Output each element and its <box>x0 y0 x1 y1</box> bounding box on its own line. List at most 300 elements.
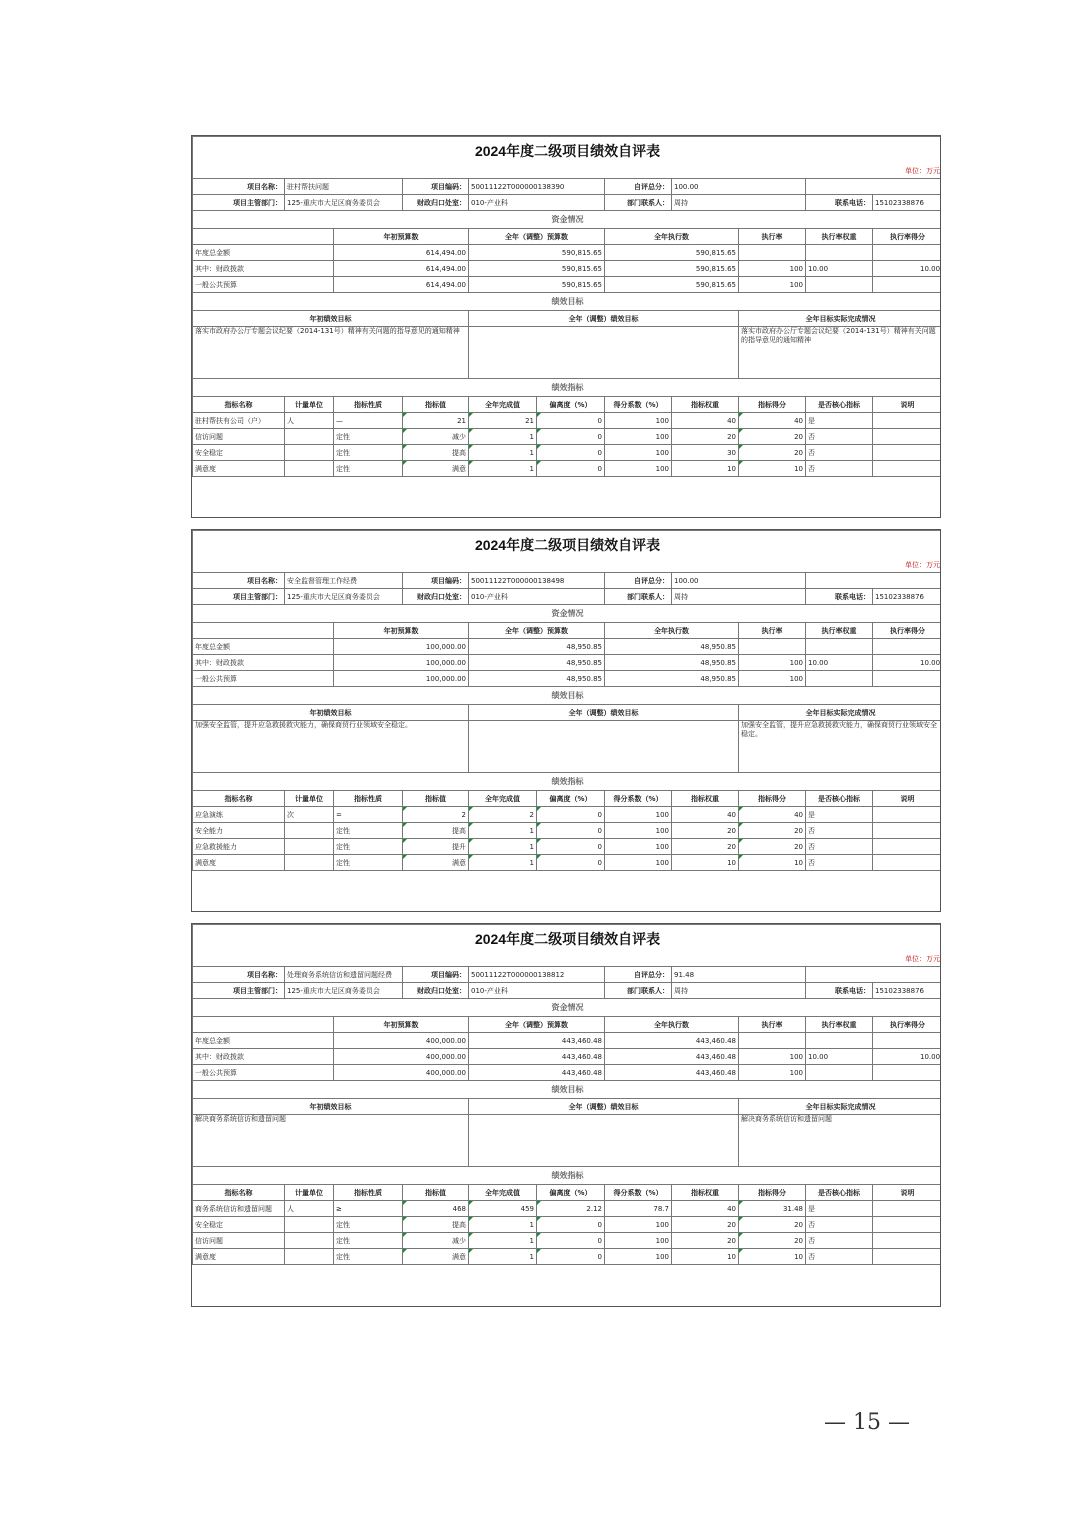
indicator-core: 否 <box>806 1217 873 1233</box>
empty-cell <box>806 573 942 589</box>
indicator-done: 1 <box>469 1217 537 1233</box>
contact-label: 部门联系人： <box>605 195 672 211</box>
fund-row-label: 其中：财政拨款 <box>193 655 334 671</box>
fund-row <box>193 639 942 655</box>
indicator-name: 应急演练 <box>193 807 285 823</box>
indicator-core: 否 <box>806 1249 873 1265</box>
fund-row <box>193 1065 942 1081</box>
fund-weight: 10.00 <box>806 1049 873 1065</box>
indicator-header: 计量单位 <box>285 397 334 413</box>
indicator-header: 指标得分 <box>739 1185 806 1201</box>
indicator-score: 20 <box>739 1217 806 1233</box>
fund-row <box>193 1033 942 1049</box>
indicator-header: 指标名称 <box>193 1185 285 1201</box>
fund-header-rate: 执行率 <box>739 623 806 639</box>
fund-header-executed: 全年执行数 <box>605 229 739 245</box>
fund-header-initial: 年初预算数 <box>334 623 469 639</box>
indicator-done: 1 <box>469 839 537 855</box>
fund-adjusted: 443,460.48 <box>469 1065 605 1081</box>
indicator-unit <box>285 461 334 477</box>
goal-adjusted-text <box>469 721 739 773</box>
indicator-header: 指标性质 <box>334 1185 403 1201</box>
fund-adjusted: 48,950.85 <box>469 671 605 687</box>
indicator-nature: 定性 <box>334 1217 403 1233</box>
indicator-value: 提升 <box>403 839 469 855</box>
indicator-unit <box>285 429 334 445</box>
indicator-nature: ≥ <box>334 1201 403 1217</box>
indicator-row <box>193 429 942 445</box>
indicator-deviation: 0 <box>537 807 605 823</box>
indicator-header: 指标性质 <box>334 397 403 413</box>
indicator-score: 20 <box>739 1233 806 1249</box>
fund-header-executed: 全年执行数 <box>605 1017 739 1033</box>
indicator-nature: 定性 <box>334 855 403 871</box>
indicator-header: 说明 <box>873 791 942 807</box>
phone-value: 15102338876 <box>873 589 942 605</box>
fund-initial: 614,494.00 <box>334 261 469 277</box>
evaluation-table-3 <box>191 923 941 1307</box>
goal-initial-text: 解决商务系统信访和遗留问题 <box>193 1115 469 1167</box>
indicator-name: 安全能力 <box>193 823 285 839</box>
indicator-deviation: 0 <box>537 1217 605 1233</box>
indicator-core: 是 <box>806 413 873 429</box>
indicator-unit <box>285 839 334 855</box>
contact-value: 周持 <box>672 589 806 605</box>
indicator-header: 全年完成值 <box>469 791 537 807</box>
fund-rate: 100 <box>739 1065 806 1081</box>
empty-cell <box>806 179 942 195</box>
indicator-note <box>873 1249 942 1265</box>
indicator-name: 满意度 <box>193 855 285 871</box>
indicator-core: 否 <box>806 855 873 871</box>
indicator-header: 得分系数（%） <box>605 1185 672 1201</box>
indicator-value: 减少 <box>403 429 469 445</box>
fund-header-adjusted: 全年（调整）预算数 <box>469 229 605 245</box>
fund-row <box>193 655 942 671</box>
fund-rate: 100 <box>739 1049 806 1065</box>
fund-row <box>193 245 942 261</box>
indicator-header: 指标性质 <box>334 791 403 807</box>
indicator-header: 全年完成值 <box>469 1185 537 1201</box>
indicator-note <box>873 1217 942 1233</box>
contact-label: 部门联系人： <box>605 589 672 605</box>
indicator-score: 20 <box>739 823 806 839</box>
indicator-deviation: 0 <box>537 445 605 461</box>
indicator-note <box>873 413 942 429</box>
fund-adjusted: 590,815.65 <box>469 277 605 293</box>
indicator-core: 否 <box>806 445 873 461</box>
indicator-done: 1 <box>469 823 537 839</box>
fund-row <box>193 671 942 687</box>
fund-header-rate: 执行率 <box>739 229 806 245</box>
indicator-coefficient: 100 <box>605 461 672 477</box>
fund-section-title: 资金情况 <box>193 211 942 229</box>
indicator-deviation: 0 <box>537 461 605 477</box>
indicator-core: 是 <box>806 807 873 823</box>
indicator-header: 计量单位 <box>285 1185 334 1201</box>
fund-score <box>873 1033 942 1049</box>
fund-rate <box>739 1033 806 1049</box>
indicator-deviation: 0 <box>537 1233 605 1249</box>
indicator-done: 1 <box>469 461 537 477</box>
score-label: 自评总分： <box>605 573 672 589</box>
indicator-deviation: 0 <box>537 823 605 839</box>
table-title: 2024年度二级项目绩效自评表 <box>193 925 942 953</box>
fund-row-label: 一般公共预算 <box>193 277 334 293</box>
goal-header-actual: 全年目标实际完成情况 <box>739 1099 942 1115</box>
fund-rate <box>739 639 806 655</box>
indicator-note <box>873 461 942 477</box>
finance-value: 010-产业科 <box>469 983 605 999</box>
evaluation-table-2 <box>191 529 941 912</box>
project-name-label: 项目名称： <box>193 573 285 589</box>
fund-score <box>873 671 942 687</box>
fund-weight <box>806 277 873 293</box>
indicator-row <box>193 807 942 823</box>
indicator-core: 否 <box>806 839 873 855</box>
indicator-header: 偏离度（%） <box>537 397 605 413</box>
indicator-nature: 定性 <box>334 823 403 839</box>
indicator-coefficient: 100 <box>605 839 672 855</box>
goal-header-initial: 年初绩效目标 <box>193 311 469 327</box>
indicator-weight: 40 <box>672 1201 739 1217</box>
fund-header-adjusted: 全年（调整）预算数 <box>469 1017 605 1033</box>
indicator-weight: 40 <box>672 807 739 823</box>
indicator-weight: 10 <box>672 855 739 871</box>
fund-row-label: 年度总金额 <box>193 245 334 261</box>
fund-executed: 443,460.48 <box>605 1065 739 1081</box>
fund-executed: 590,815.65 <box>605 261 739 277</box>
finance-label: 财政归口处室： <box>403 195 469 211</box>
indicator-section-title: 绩效指标 <box>193 1167 942 1185</box>
page-number: — 15 — <box>824 1410 910 1435</box>
indicator-name: 安全稳定 <box>193 1217 285 1233</box>
evaluation-table-1 <box>191 135 941 518</box>
unit-label: 单位：万元 <box>193 165 942 179</box>
goal-actual-text: 落实市政府办公厅专题会议纪要（2014-131号）精神有关问题的指导意见的通知精神 <box>739 327 942 379</box>
indicator-value: 减少 <box>403 1233 469 1249</box>
fund-rate <box>739 245 806 261</box>
indicator-header: 指标得分 <box>739 791 806 807</box>
unit-label: 单位：万元 <box>193 559 942 573</box>
indicator-coefficient: 100 <box>605 823 672 839</box>
indicator-value: 满意 <box>403 855 469 871</box>
indicator-coefficient: 100 <box>605 855 672 871</box>
indicator-value: 21 <box>403 413 469 429</box>
indicator-coefficient: 100 <box>605 445 672 461</box>
contact-value: 周持 <box>672 195 806 211</box>
indicator-row <box>193 445 942 461</box>
indicator-done: 21 <box>469 413 537 429</box>
indicator-header: 指标值 <box>403 791 469 807</box>
indicator-note <box>873 839 942 855</box>
fund-header-score: 执行率得分 <box>873 1017 942 1033</box>
indicator-header: 得分系数（%） <box>605 397 672 413</box>
finance-value: 010-产业科 <box>469 589 605 605</box>
indicator-deviation: 0 <box>537 855 605 871</box>
fund-row-label: 一般公共预算 <box>193 1065 334 1081</box>
indicator-unit: 人 <box>285 413 334 429</box>
indicator-value: 提高 <box>403 1217 469 1233</box>
fund-rate: 100 <box>739 261 806 277</box>
indicator-deviation: 2.12 <box>537 1201 605 1217</box>
score-label: 自评总分： <box>605 179 672 195</box>
indicator-score: 20 <box>739 839 806 855</box>
indicator-name: 驻村帮扶有公司（户） <box>193 413 285 429</box>
indicator-score: 10 <box>739 461 806 477</box>
indicator-name: 信访问题 <box>193 1233 285 1249</box>
indicator-header: 指标值 <box>403 397 469 413</box>
fund-score <box>873 1065 942 1081</box>
fund-header-score: 执行率得分 <box>873 229 942 245</box>
indicator-weight: 20 <box>672 429 739 445</box>
fund-adjusted: 48,950.85 <box>469 639 605 655</box>
indicator-done: 1 <box>469 1233 537 1249</box>
indicator-nature: 定性 <box>334 1233 403 1249</box>
phone-value: 15102338876 <box>873 195 942 211</box>
indicator-header: 指标名称 <box>193 791 285 807</box>
indicator-name: 满意度 <box>193 1249 285 1265</box>
indicator-weight: 40 <box>672 413 739 429</box>
fund-initial: 614,494.00 <box>334 245 469 261</box>
indicator-name: 商务系统信访和遗留问题 <box>193 1201 285 1217</box>
fund-score <box>873 277 942 293</box>
goal-section-title: 绩效目标 <box>193 687 942 705</box>
indicator-weight: 20 <box>672 1233 739 1249</box>
indicator-done: 2 <box>469 807 537 823</box>
fund-score: 10.00 <box>873 655 942 671</box>
project-code-value: 50011122T000000138812 <box>469 967 605 983</box>
indicator-coefficient: 100 <box>605 807 672 823</box>
indicator-core: 否 <box>806 461 873 477</box>
fund-weight <box>806 245 873 261</box>
indicator-core: 否 <box>806 1233 873 1249</box>
goal-header-actual: 全年目标实际完成情况 <box>739 705 942 721</box>
score-value: 91.48 <box>672 967 806 983</box>
fund-score <box>873 639 942 655</box>
indicator-value: 提高 <box>403 445 469 461</box>
indicator-weight: 20 <box>672 823 739 839</box>
indicator-score: 20 <box>739 445 806 461</box>
indicator-score: 10 <box>739 1249 806 1265</box>
fund-row-label: 一般公共预算 <box>193 671 334 687</box>
indicator-weight: 10 <box>672 1249 739 1265</box>
indicator-weight: 30 <box>672 445 739 461</box>
table-title: 2024年度二级项目绩效自评表 <box>193 531 942 559</box>
contact-label: 部门联系人： <box>605 983 672 999</box>
fund-weight: 10.00 <box>806 261 873 277</box>
indicator-nature: 定性 <box>334 429 403 445</box>
fund-initial: 614,494.00 <box>334 277 469 293</box>
fund-header-score: 执行率得分 <box>873 623 942 639</box>
dept-label: 项目主管部门： <box>193 983 285 999</box>
goal-initial-text: 加强安全监管，提升应急救援救灾能力，确保商贸行业领域安全稳定。 <box>193 721 469 773</box>
indicator-done: 1 <box>469 445 537 461</box>
fund-initial: 400,000.00 <box>334 1049 469 1065</box>
goal-actual-text: 加强安全监管，提升应急救援救灾能力，确保商贸行业领域安全稳定。 <box>739 721 942 773</box>
goal-initial-text: 落实市政府办公厅专题会议纪要（2014-131号）精神有关问题的指导意见的通知精神 <box>193 327 469 379</box>
fund-adjusted: 443,460.48 <box>469 1049 605 1065</box>
fund-rate: 100 <box>739 671 806 687</box>
indicator-note <box>873 429 942 445</box>
goal-adjusted-text <box>469 327 739 379</box>
indicator-value: 468 <box>403 1201 469 1217</box>
indicator-row <box>193 413 942 429</box>
empty-cell <box>806 967 942 983</box>
indicator-unit <box>285 1233 334 1249</box>
goal-header-adjusted: 全年（调整）绩效目标 <box>469 311 739 327</box>
indicator-weight: 20 <box>672 839 739 855</box>
fund-adjusted: 590,815.65 <box>469 261 605 277</box>
indicator-value: 满意 <box>403 1249 469 1265</box>
indicator-unit <box>285 855 334 871</box>
indicator-name: 应急救援能力 <box>193 839 285 855</box>
empty-cell <box>193 623 334 639</box>
dept-value: 125-重庆市大足区商务委员会 <box>285 589 403 605</box>
phone-value: 15102338876 <box>873 983 942 999</box>
score-value: 100.00 <box>672 573 806 589</box>
fund-adjusted: 443,460.48 <box>469 1033 605 1049</box>
fund-row-label: 年度总金额 <box>193 1033 334 1049</box>
indicator-unit <box>285 1217 334 1233</box>
indicator-value: 2 <box>403 807 469 823</box>
project-code-label: 项目编码： <box>403 967 469 983</box>
project-name-value: 驻村帮扶问题 <box>285 179 403 195</box>
indicator-coefficient: 100 <box>605 1233 672 1249</box>
fund-score: 10.00 <box>873 1049 942 1065</box>
indicator-done: 1 <box>469 855 537 871</box>
indicator-section-title: 绩效指标 <box>193 379 942 397</box>
empty-cell <box>193 1017 334 1033</box>
fund-executed: 590,815.65 <box>605 245 739 261</box>
indicator-row <box>193 461 942 477</box>
indicator-header: 是否核心指标 <box>806 1185 873 1201</box>
unit-label: 单位：万元 <box>193 953 942 967</box>
fund-rate: 100 <box>739 277 806 293</box>
indicator-nature: 定性 <box>334 445 403 461</box>
fund-executed: 48,950.85 <box>605 671 739 687</box>
fund-initial: 400,000.00 <box>334 1065 469 1081</box>
indicator-row <box>193 1233 942 1249</box>
indicator-note <box>873 1201 942 1217</box>
fund-weight <box>806 1033 873 1049</box>
indicator-header: 指标权重 <box>672 397 739 413</box>
fund-header-weight: 执行率权重 <box>806 229 873 245</box>
indicator-nature: 定性 <box>334 461 403 477</box>
indicator-note <box>873 855 942 871</box>
fund-executed: 443,460.48 <box>605 1049 739 1065</box>
finance-value: 010-产业科 <box>469 195 605 211</box>
indicator-header: 偏离度（%） <box>537 1185 605 1201</box>
table-title: 2024年度二级项目绩效自评表 <box>193 137 942 165</box>
indicator-nature: 定性 <box>334 839 403 855</box>
indicator-coefficient: 100 <box>605 413 672 429</box>
fund-score <box>873 245 942 261</box>
project-name-label: 项目名称： <box>193 179 285 195</box>
indicator-deviation: 0 <box>537 413 605 429</box>
indicator-row <box>193 823 942 839</box>
fund-row <box>193 277 942 293</box>
indicator-row <box>193 1249 942 1265</box>
indicator-name: 信访问题 <box>193 429 285 445</box>
project-name-label: 项目名称： <box>193 967 285 983</box>
fund-weight <box>806 1065 873 1081</box>
fund-header-executed: 全年执行数 <box>605 623 739 639</box>
indicator-header: 指标得分 <box>739 397 806 413</box>
indicator-header: 指标权重 <box>672 791 739 807</box>
fund-executed: 48,950.85 <box>605 655 739 671</box>
goal-actual-text: 解决商务系统信访和遗留问题 <box>739 1115 942 1167</box>
indicator-header: 是否核心指标 <box>806 791 873 807</box>
indicator-deviation: 0 <box>537 839 605 855</box>
fund-executed: 590,815.65 <box>605 277 739 293</box>
dept-value: 125-重庆市大足区商务委员会 <box>285 983 403 999</box>
dept-value: 125-重庆市大足区商务委员会 <box>285 195 403 211</box>
phone-label: 联系电话： <box>806 589 873 605</box>
dept-label: 项目主管部门： <box>193 589 285 605</box>
fund-header-adjusted: 全年（调整）预算数 <box>469 623 605 639</box>
indicator-header: 指标值 <box>403 1185 469 1201</box>
indicator-score: 31.48 <box>739 1201 806 1217</box>
fund-row-label: 其中：财政拨款 <box>193 1049 334 1065</box>
indicator-unit: 人 <box>285 1201 334 1217</box>
indicator-note <box>873 445 942 461</box>
fund-section-title: 资金情况 <box>193 605 942 623</box>
project-code-value: 50011122T000000138498 <box>469 573 605 589</box>
finance-label: 财政归口处室： <box>403 589 469 605</box>
fund-row-label: 年度总金额 <box>193 639 334 655</box>
indicator-deviation: 0 <box>537 1249 605 1265</box>
indicator-header: 指标权重 <box>672 1185 739 1201</box>
goal-section-title: 绩效目标 <box>193 293 942 311</box>
dept-label: 项目主管部门： <box>193 195 285 211</box>
fund-header-initial: 年初预算数 <box>334 229 469 245</box>
indicator-header: 得分系数（%） <box>605 791 672 807</box>
fund-header-weight: 执行率权重 <box>806 1017 873 1033</box>
project-code-label: 项目编码： <box>403 179 469 195</box>
goal-header-adjusted: 全年（调整）绩效目标 <box>469 705 739 721</box>
goal-header-adjusted: 全年（调整）绩效目标 <box>469 1099 739 1115</box>
fund-adjusted: 590,815.65 <box>469 245 605 261</box>
finance-label: 财政归口处室： <box>403 983 469 999</box>
indicator-coefficient: 100 <box>605 1249 672 1265</box>
indicator-header: 说明 <box>873 397 942 413</box>
indicator-note <box>873 1233 942 1249</box>
indicator-unit <box>285 445 334 461</box>
indicator-row <box>193 839 942 855</box>
fund-row-label: 其中：财政拨款 <box>193 261 334 277</box>
project-code-value: 50011122T000000138390 <box>469 179 605 195</box>
phone-label: 联系电话： <box>806 983 873 999</box>
indicator-core: 否 <box>806 823 873 839</box>
fund-row <box>193 1049 942 1065</box>
fund-header-weight: 执行率权重 <box>806 623 873 639</box>
fund-header-rate: 执行率 <box>739 1017 806 1033</box>
indicator-unit <box>285 823 334 839</box>
goal-adjusted-text <box>469 1115 739 1167</box>
indicator-name: 安全稳定 <box>193 445 285 461</box>
indicator-value: 提高 <box>403 823 469 839</box>
indicator-nature: = <box>334 807 403 823</box>
phone-label: 联系电话： <box>806 195 873 211</box>
indicator-done: 459 <box>469 1201 537 1217</box>
fund-score: 10.00 <box>873 261 942 277</box>
project-name-value: 处理商务系统信访和遗留问题经费 <box>285 967 403 983</box>
fund-header-initial: 年初预算数 <box>334 1017 469 1033</box>
indicator-coefficient: 100 <box>605 1217 672 1233</box>
fund-row <box>193 261 942 277</box>
fund-weight: 10.00 <box>806 655 873 671</box>
